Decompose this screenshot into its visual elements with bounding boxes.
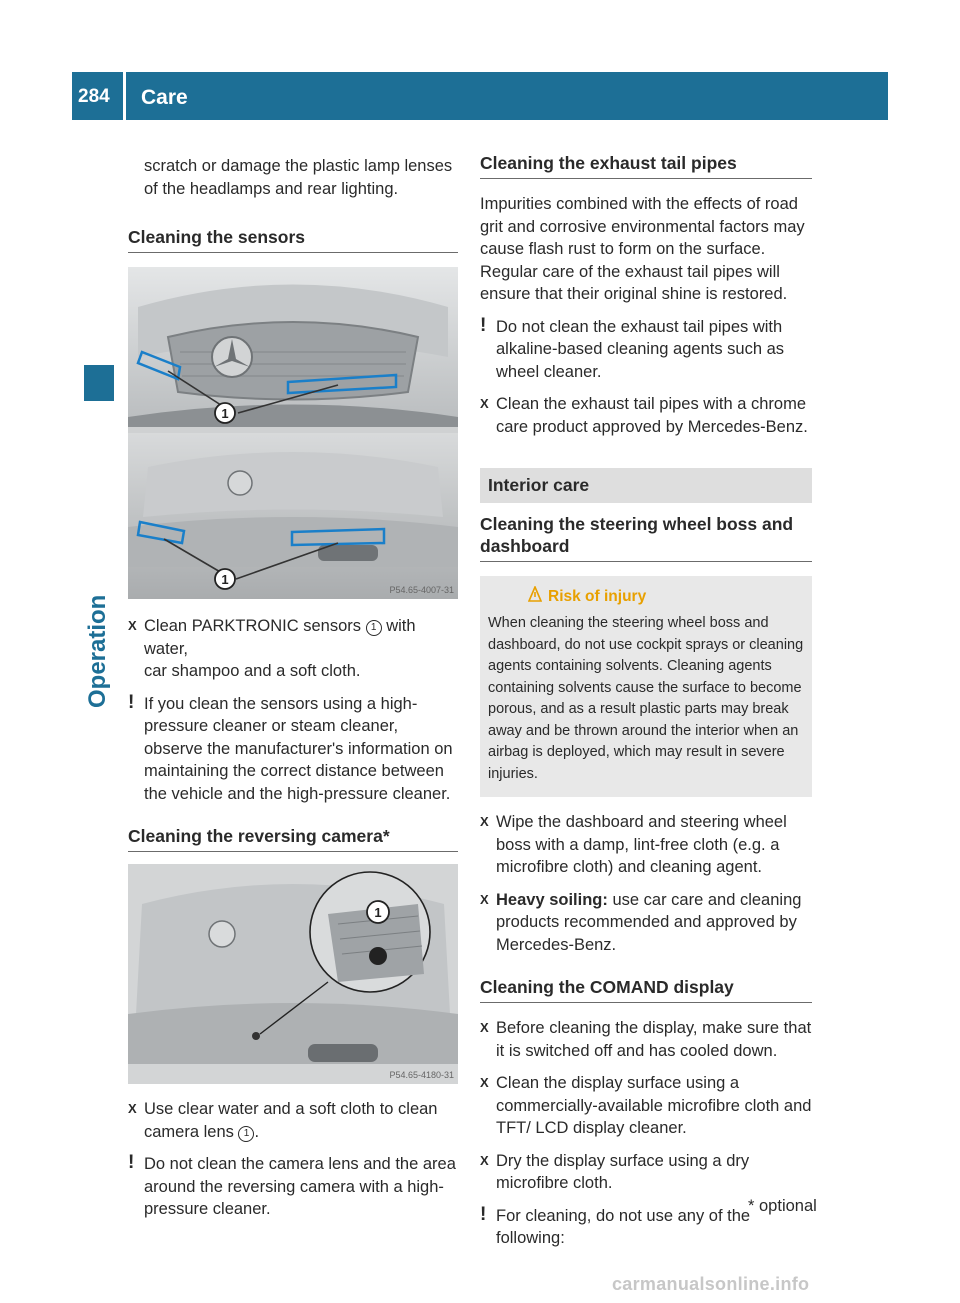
step-clean-display: X Clean the display surface using a commercially-available microfibre cloth and TFT/ LCD display cleaner. [480,1074,812,1137]
risk-text: When cleaning the steering wheel boss and dashboard, do not use cockpit sprays or cleaning agents containing solvents. Cleaning agents containing solvents cause the surface to become porous, and as a result plastic parts may break away and be thrown around the interior when an airbag is deployed, which may result in severe injuries. [488,615,804,782]
step-marker: X [480,1152,489,1168]
figure-camera-illustration [128,864,458,1084]
figure-sensors-illustration [128,267,458,599]
figure-sensors [128,267,458,599]
step-switch-off-display: X Before cleaning the display, make sure that it is switched off and has cooled down. [480,1019,812,1060]
watermark: carmanualsonline.info [612,1274,810,1294]
step-marker: X [480,814,489,829]
warning-marker: ! [480,314,487,336]
heading-cleaning-sensors: Cleaning the sensors [128,226,458,253]
heading-steering-dashboard: Cleaning the steering wheel boss and dashboard [480,513,812,562]
left-column [128,155,458,1221]
intro-line-2: of the headlamps and rear lighting. [144,179,399,198]
header-separator [123,72,126,120]
exhaust-paragraph: Impurities combined with the effects of road grit and corrosive environmental factors may cause flash rust to form on the surface. Regular care of the exhaust tail pipes will ensure that their original shine is restored. [480,195,805,303]
figure-camera [128,864,458,1084]
step-dry-display: X Dry the display surface using a dry microfibre cloth. [480,1151,750,1192]
warning-marker: ! [128,691,135,713]
callout-ref: 1 [238,1126,254,1142]
step-clean-exhaust: X Clean the exhaust tail pipes with a chrome care product approved by Mercedes-Benz. [480,395,808,436]
figure-camera-callout: 1 [374,905,382,920]
note-high-pressure-sensors: ! If you clean the sensors using a high-pressure cleaner or steam cleaner, observe the manufacturer's information on maintaining the correct distance between the vehicle and the high-pressure cleaner. [128,691,453,803]
step-marker: X [480,396,489,411]
intro-line-1: scratch or damage the plastic lamp lenses [144,157,453,175]
page-number: 284 [78,86,110,107]
step-marker: X [128,618,137,633]
risk-title: Risk of injury [488,586,804,608]
side-tab-marker [84,365,114,401]
warning-triangle-icon [528,586,542,602]
step-clean-sensors: X Clean PARKTRONIC sensors 1 with water, car shampoo and a soft cloth. [128,617,416,680]
note-exhaust-alkaline: ! Do not clean the exhaust tail pipes with alkaline-based cleaning agents such as wheel cleaner. [480,314,785,381]
figure-sensors-callout-bottom: 1 [221,572,229,587]
risk-of-injury-box [480,576,812,798]
section-title: Care [141,86,188,109]
step-marker: X [480,1020,489,1035]
heading-comand-display: Cleaning the COMAND display [480,976,812,1003]
heading-cleaning-camera: Cleaning the reversing camera* [128,825,458,852]
warning-marker: ! [480,1203,487,1225]
figure-sensors-callout-top: 1 [221,406,229,421]
step-wipe-dashboard: X Wipe the dashboard and steering wheel boss with a damp, lint-free cloth (e.g. a microfibre cloth) and cleaning agent. [480,813,787,876]
step-marker: X [128,1101,137,1116]
side-tab-border [123,123,126,1131]
step-marker: X [480,1075,489,1090]
right-column [480,152,812,1250]
callout-ref: 1 [366,620,382,636]
step-clean-camera: X Use clear water and a soft cloth to clean camera lens 1 . [128,1100,438,1141]
figure-sensors-code: P54.65-4007-31 [389,585,454,595]
step-marker: X [480,891,489,907]
interior-care-bar: Interior care [480,468,812,503]
note-do-not-use: ! For cleaning, do not use any of the following: [480,1203,751,1247]
footer-optional-note: * optional [748,1197,817,1215]
warning-marker: ! [128,1152,135,1173]
step-heavy-soiling: X Heavy soiling: use car care and cleaning products recommended and approved by Mercedes-Benz. [480,890,802,954]
side-tab-label: Operation [84,594,111,708]
note-high-pressure-camera: ! Do not clean the camera lens and the area around the reversing camera with a high-pressure cleaner. [128,1152,456,1218]
header-bar [72,72,888,120]
heading-cleaning-exhaust: Cleaning the exhaust tail pipes [480,152,812,179]
figure-camera-code: P54.65-4180-31 [389,1070,454,1080]
